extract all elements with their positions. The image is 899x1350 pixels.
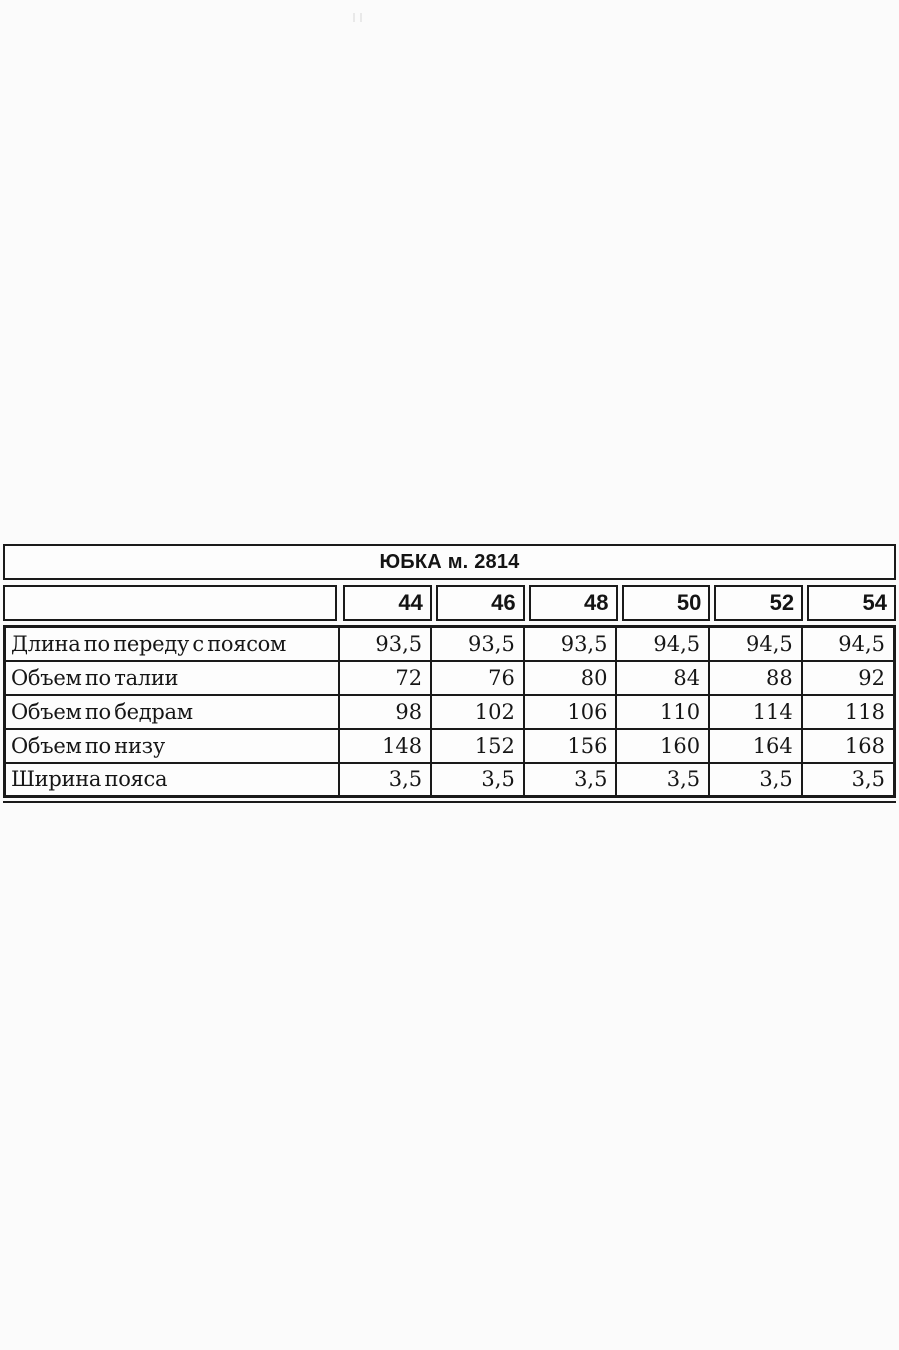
row-label: Объем по низу bbox=[5, 729, 339, 763]
measurement-cell: 93,5 bbox=[524, 627, 617, 661]
size-header-54: 54 bbox=[807, 585, 896, 621]
measurement-cell: 164 bbox=[709, 729, 802, 763]
measurement-cell: 160 bbox=[616, 729, 709, 763]
measurement-cell: 110 bbox=[616, 695, 709, 729]
measurement-cell: 93,5 bbox=[431, 627, 524, 661]
table-row bbox=[5, 763, 895, 797]
row-label: Длина по переду с поясом bbox=[5, 627, 339, 661]
size-header-50: 50 bbox=[622, 585, 711, 621]
size-header-52: 52 bbox=[714, 585, 803, 621]
size-header-48: 48 bbox=[529, 585, 618, 621]
measurement-cell: 152 bbox=[431, 729, 524, 763]
measurement-cell: 168 bbox=[802, 729, 895, 763]
measurement-cell: 148 bbox=[339, 729, 432, 763]
measurement-cell: 94,5 bbox=[802, 627, 895, 661]
measurement-cell: 3,5 bbox=[524, 763, 617, 797]
measurement-cell: 88 bbox=[709, 661, 802, 695]
measurement-cell: 3,5 bbox=[709, 763, 802, 797]
measurement-cell: 80 bbox=[524, 661, 617, 695]
table-body bbox=[3, 625, 896, 798]
table-row bbox=[5, 695, 895, 729]
size-header-46: 46 bbox=[436, 585, 525, 621]
table-row bbox=[5, 627, 895, 661]
size-chart bbox=[3, 544, 896, 803]
measurement-cell: 114 bbox=[709, 695, 802, 729]
table-row bbox=[5, 729, 895, 763]
measurement-cell: 3,5 bbox=[802, 763, 895, 797]
measurement-cell: 94,5 bbox=[709, 627, 802, 661]
measurement-cell: 93,5 bbox=[339, 627, 432, 661]
table-title-row bbox=[3, 544, 896, 580]
measurement-cell: 3,5 bbox=[431, 763, 524, 797]
measurement-cell: 92 bbox=[802, 661, 895, 695]
measurement-cell: 118 bbox=[802, 695, 895, 729]
table-header-row bbox=[3, 585, 896, 621]
table-bottom-border bbox=[3, 801, 896, 803]
measurement-cell: 94,5 bbox=[616, 627, 709, 661]
size-header-44: 44 bbox=[343, 585, 432, 621]
measurement-cell: 102 bbox=[431, 695, 524, 729]
measurement-cell: 3,5 bbox=[616, 763, 709, 797]
measurement-cell: 84 bbox=[616, 661, 709, 695]
row-label: Объем по бедрам bbox=[5, 695, 339, 729]
measurement-cell: 156 bbox=[524, 729, 617, 763]
measurement-cell: 106 bbox=[524, 695, 617, 729]
measurement-cell: 3,5 bbox=[339, 763, 432, 797]
faint-artifact bbox=[353, 13, 363, 22]
measurement-cell: 76 bbox=[431, 661, 524, 695]
corner-cell bbox=[3, 585, 337, 621]
row-label: Ширина пояса bbox=[5, 763, 339, 797]
table-row bbox=[5, 661, 895, 695]
table-title: ЮБКА м. 2814 bbox=[379, 550, 520, 573]
measurement-cell: 98 bbox=[339, 695, 432, 729]
row-label: Объем по талии bbox=[5, 661, 339, 695]
table-rows bbox=[5, 627, 895, 797]
measurement-cell: 72 bbox=[339, 661, 432, 695]
